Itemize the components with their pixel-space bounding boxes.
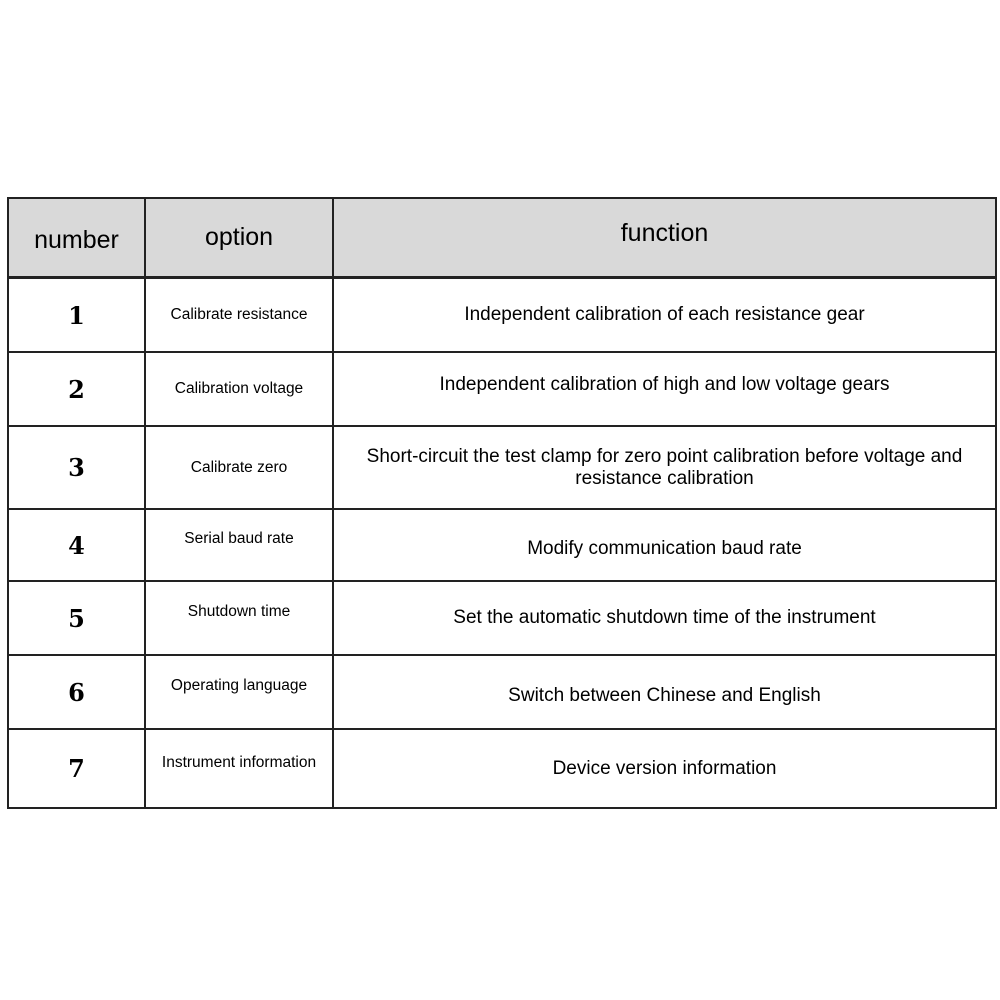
row-function: [333, 655, 996, 729]
table-row: [8, 729, 996, 808]
row-function-label: Independent calibration of each resistance gear: [464, 304, 865, 325]
row-option: [145, 729, 333, 808]
menu-options-table: [7, 197, 997, 809]
row-option-label: Operating language: [170, 677, 308, 694]
row-function-label: Modify communication baud rate: [527, 538, 802, 559]
row-option: [145, 278, 333, 353]
table-row: [8, 426, 996, 509]
row-function: [333, 509, 996, 581]
row-option-label: Shutdown time: [187, 603, 291, 620]
row-function: [333, 729, 996, 808]
row-option: [145, 655, 333, 729]
row-option-label: Calibrate zero: [190, 458, 288, 476]
table-row: [8, 352, 996, 426]
row-option: [145, 426, 333, 509]
row-function: [333, 278, 996, 353]
header-option: option: [145, 198, 333, 278]
header-function: function: [333, 198, 996, 278]
header-number: number: [8, 198, 145, 278]
row-function-label: Set the automatic shutdown time of the instrument: [453, 607, 876, 628]
row-option: [145, 509, 333, 581]
row-number: 7: [8, 729, 145, 808]
table-row: [8, 655, 996, 729]
row-function: [333, 352, 996, 426]
row-number: 1: [8, 278, 145, 353]
row-function-label: Switch between Chinese and English: [508, 685, 821, 706]
row-option: [145, 581, 333, 655]
table-header-row: [8, 198, 996, 278]
table-row: [8, 581, 996, 655]
row-option-label: Calibrate resistance: [170, 306, 308, 323]
table-row: [8, 278, 996, 353]
row-option-label: Serial baud rate: [184, 530, 294, 547]
row-number: 2: [8, 352, 145, 426]
row-option-label: Calibration voltage: [174, 380, 304, 397]
row-number: 5: [8, 581, 145, 655]
row-function: [333, 426, 996, 509]
row-function-label: Device version information: [552, 757, 777, 779]
row-function: [333, 581, 996, 655]
row-number: 6: [8, 655, 145, 729]
row-number: 3: [8, 426, 145, 509]
row-number: 4: [8, 509, 145, 581]
row-option: [145, 352, 333, 426]
row-option-label: Instrument information: [161, 753, 317, 771]
row-function-label: Short-circuit the test clamp for zero point calibration before voltage and resistance calibration: [366, 445, 963, 489]
row-function-label: Independent calibration of high and low voltage gears: [439, 374, 890, 395]
table-row: [8, 509, 996, 581]
